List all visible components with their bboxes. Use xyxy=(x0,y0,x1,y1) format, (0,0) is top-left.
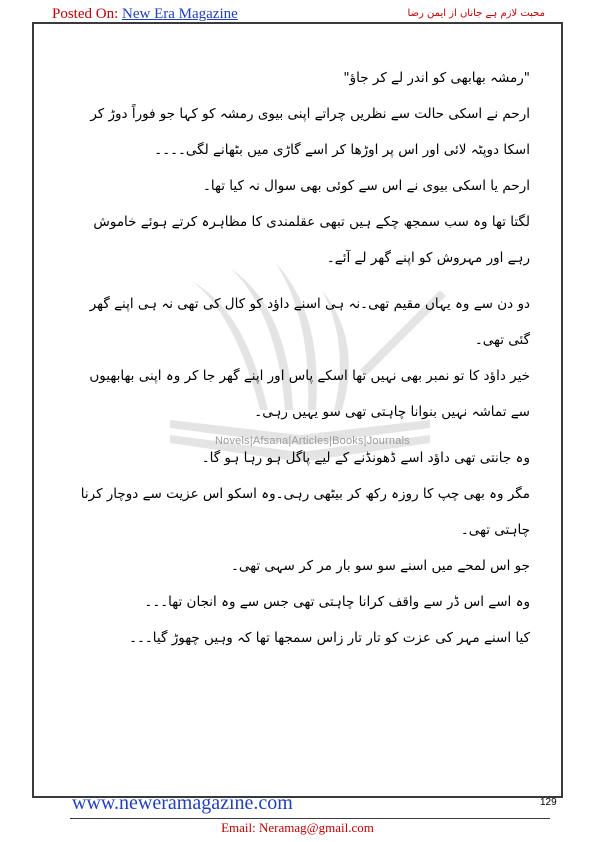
story-paragraph: مگر وہ بھی چپ کا روزہ رکھ کر بیٹھی رہی۔وہ اسکو اس عزیت سے دوچار کرنا چاہتی تھی۔ xyxy=(80,486,530,538)
footer-divider xyxy=(70,818,550,819)
watermark-text: Novels|Afsana|Articles|Books|Journals xyxy=(215,435,410,447)
story-paragraph: کیا اسنے مہر کی عزت کو تار تار زاس سمجھا تھا کہ وہیں چھوڑ گیا۔۔۔ xyxy=(129,630,530,646)
story-paragraph: ارحم یا اسکی بیوی نے اس سے کوئی بھی سوال نہ کیا تھا۔ xyxy=(203,178,530,194)
website-link[interactable]: www.neweramagazine.com xyxy=(72,792,293,814)
story-paragraph: دو دن سے وہ یہاں مقیم تھی۔نہ ہی اسنے داؤد کو کال کی تھی نہ ہی اپنے گھر گئی تھی۔ xyxy=(89,296,530,348)
story-body xyxy=(70,60,530,656)
book-title: محبت لازم ہے جاناں از ایمن رضا xyxy=(407,8,545,19)
story-paragraph: خیر داؤد کا تو نمبر بھی نہیں تھا اسکے پاس اور اپنے گھر جا کر وہ اپنی بھابھیوں سے تماشہ نہیں بنوانا چاہتی تھی سو یہیں رہی۔ xyxy=(89,368,530,420)
story-paragraph: لگتا تھا وہ سب سمجھ چکے ہیں تبھی عقلمندی کا مظاہرہ کرتے ہوئے خاموش رہے اور مہروش کو اپنے گھر لے آئے۔ xyxy=(93,214,530,266)
story-paragraph: ارحم نے اسکی حالت سے نظریں چراتے اپنی بیوی رمشہ کو کہا جو فوراً دوڑ کر اسکا دوپٹہ لائی اور اس پر اوڑھا کر اسے گاڑی میں بٹھانے لگی۔۔۔۔ xyxy=(90,106,530,158)
story-paragraph: جو اس لمحے میں اسنے سو سو بار مر کر سہی تھی۔ xyxy=(230,558,530,574)
header-posted-on xyxy=(52,6,238,23)
story-paragraph: وہ جانتی تھی داؤد اسے ڈھونڈنے کے لیے پاگل ہو رہا ہو گا۔ xyxy=(201,450,530,466)
story-paragraph: "رمشہ بھابھی کو اندر لے کر جاؤ" xyxy=(343,70,530,86)
story-paragraph: وہ اسے اس ڈر سے واقف کرانا چاہتی تھی جس سے وہ انجان تھا۔۔۔ xyxy=(144,594,530,610)
page-number: 129 xyxy=(540,797,557,808)
email-address[interactable]: Email: Neramag@gmail.com xyxy=(221,820,374,835)
posted-on-label: Posted On: xyxy=(52,6,119,22)
magazine-link[interactable]: New Era Magazine xyxy=(122,6,238,22)
